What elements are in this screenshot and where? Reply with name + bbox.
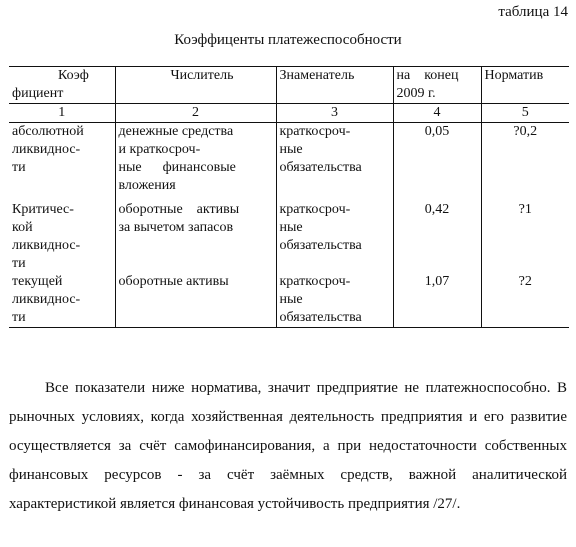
column-number: 1 <box>9 104 115 123</box>
row-norm: ?1 <box>518 202 532 217</box>
column-number: 5 <box>481 104 569 123</box>
table-caption: таблица 14 <box>498 4 568 20</box>
row-denominator: краткосроч- ные обязательства <box>276 123 393 196</box>
header-numerator: Числитель <box>115 67 276 104</box>
row-numerator: оборотные активы за вычетом запасов <box>115 195 276 273</box>
column-number: 4 <box>393 104 481 123</box>
column-number-row <box>9 104 569 123</box>
row-denominator: краткосроч- ные обязательства <box>276 195 393 273</box>
column-number: 3 <box>276 104 393 123</box>
row-value: 1,07 <box>393 273 481 328</box>
paragraph-text: Все показатели ниже норматива, значит предприятие не платежноспособно. В рыночных условиях, когда хозяйственная деятельность предприятия и его развитие осуществляется за счёт самофинансирования, а при недостаточности собственных финансовых ресурсов - за счёт заёмных средств, важной аналитической характеристикой является финансовая устойчивость предприятия /27/. <box>9 380 567 512</box>
row-value: 0,05 <box>393 123 481 196</box>
row-name: текущей ликвиднос- ти <box>9 273 115 328</box>
header-denominator: Знаменатель <box>276 67 393 104</box>
column-number: 2 <box>115 104 276 123</box>
row-name: абсолютной ликвиднос- ти <box>9 123 115 196</box>
header-year-end: на конец 2009 г. <box>393 67 481 104</box>
row-numerator: оборотные активы <box>115 273 276 328</box>
table-row <box>9 123 569 196</box>
table-title: Коэффиценты платежеспособности <box>174 32 402 48</box>
row-norm: ?0,2 <box>513 124 538 139</box>
row-denominator: краткосроч- ные обязательства <box>276 273 393 328</box>
body-paragraph <box>9 374 567 519</box>
solvency-table <box>9 66 569 328</box>
row-norm: ?2 <box>518 274 532 289</box>
row-numerator: денежные средства и краткосроч- ные финансовые вложения <box>115 123 276 196</box>
row-name: Критичес- кой ликвиднос- ти <box>9 195 115 273</box>
row-value: 0,42 <box>393 195 481 273</box>
header-norm: Норматив <box>484 68 544 83</box>
header-coefficient: Коэф фициент <box>9 67 115 104</box>
table-row <box>9 195 569 273</box>
table-row <box>9 273 569 328</box>
